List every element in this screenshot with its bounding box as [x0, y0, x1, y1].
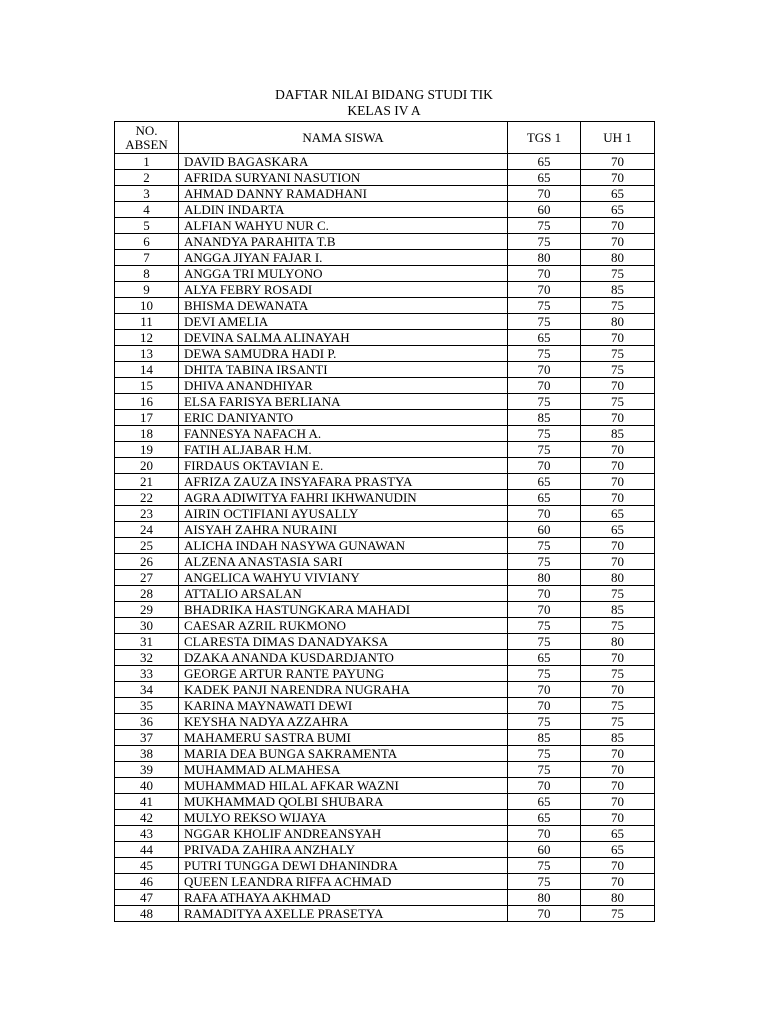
cell-uh1: 70 [581, 858, 655, 874]
cell-tgs1: 75 [508, 762, 581, 778]
cell-student-name: QUEEN LEANDRA RIFFA ACHMAD [179, 874, 508, 890]
cell-no-absen: 16 [115, 394, 179, 410]
table-row [115, 746, 655, 762]
table-row [115, 170, 655, 186]
cell-student-name: GEORGE ARTUR RANTE PAYUNG [179, 666, 508, 682]
cell-no-absen: 30 [115, 618, 179, 634]
cell-no-absen: 15 [115, 378, 179, 394]
cell-uh1: 70 [581, 378, 655, 394]
table-row [115, 586, 655, 602]
table-row [115, 874, 655, 890]
cell-uh1: 80 [581, 570, 655, 586]
table-row [115, 714, 655, 730]
cell-student-name: FATIH ALJABAR H.M. [179, 442, 508, 458]
header-row [115, 122, 655, 154]
cell-uh1: 80 [581, 250, 655, 266]
cell-student-name: ALDIN INDARTA [179, 202, 508, 218]
table-row [115, 618, 655, 634]
cell-no-absen: 12 [115, 330, 179, 346]
cell-tgs1: 70 [508, 282, 581, 298]
header-tgs1: TGS 1 [508, 122, 581, 154]
cell-no-absen: 24 [115, 522, 179, 538]
cell-tgs1: 70 [508, 602, 581, 618]
document-title: DAFTAR NILAI BIDANG STUDI TIK [275, 87, 493, 102]
cell-student-name: KEYSHA NADYA AZZAHRA [179, 714, 508, 730]
cell-no-absen: 29 [115, 602, 179, 618]
table-row [115, 186, 655, 202]
cell-uh1: 70 [581, 490, 655, 506]
cell-tgs1: 65 [508, 154, 581, 170]
cell-student-name: PRIVADA ZAHIRA ANZHALY [179, 842, 508, 858]
table-row [115, 490, 655, 506]
cell-student-name: KADEK PANJI NARENDRA NUGRAHA [179, 682, 508, 698]
cell-student-name: FIRDAUS OKTAVIAN E. [179, 458, 508, 474]
cell-tgs1: 75 [508, 858, 581, 874]
table-row [115, 378, 655, 394]
cell-no-absen: 44 [115, 842, 179, 858]
cell-uh1: 70 [581, 218, 655, 234]
cell-uh1: 75 [581, 586, 655, 602]
table-row [115, 154, 655, 170]
cell-no-absen: 33 [115, 666, 179, 682]
cell-tgs1: 65 [508, 330, 581, 346]
header-nama-siswa: NAMA SISWA [179, 122, 508, 154]
cell-no-absen: 14 [115, 362, 179, 378]
header-uh1: UH 1 [581, 122, 655, 154]
cell-student-name: ALYA FEBRY ROSADI [179, 282, 508, 298]
header-no-line2: ABSEN [125, 136, 168, 152]
table-row [115, 634, 655, 650]
table-row [115, 602, 655, 618]
cell-uh1: 70 [581, 794, 655, 810]
table-row [115, 778, 655, 794]
cell-uh1: 75 [581, 666, 655, 682]
cell-no-absen: 41 [115, 794, 179, 810]
table-row [115, 554, 655, 570]
cell-no-absen: 46 [115, 874, 179, 890]
cell-tgs1: 70 [508, 506, 581, 522]
cell-tgs1: 70 [508, 826, 581, 842]
cell-tgs1: 65 [508, 474, 581, 490]
cell-tgs1: 60 [508, 842, 581, 858]
table-row [115, 666, 655, 682]
table-row [115, 442, 655, 458]
cell-tgs1: 60 [508, 202, 581, 218]
cell-no-absen: 17 [115, 410, 179, 426]
cell-uh1: 70 [581, 458, 655, 474]
cell-uh1: 65 [581, 842, 655, 858]
cell-tgs1: 75 [508, 714, 581, 730]
cell-tgs1: 65 [508, 794, 581, 810]
cell-tgs1: 60 [508, 522, 581, 538]
cell-no-absen: 34 [115, 682, 179, 698]
cell-student-name: MUKHAMMAD QOLBI SHUBARA [179, 794, 508, 810]
cell-student-name: DEVINA SALMA ALINAYAH [179, 330, 508, 346]
cell-tgs1: 65 [508, 810, 581, 826]
cell-no-absen: 22 [115, 490, 179, 506]
table-row [115, 682, 655, 698]
table-row [115, 522, 655, 538]
table-row [115, 810, 655, 826]
cell-student-name: ANANDYA PARAHITA T.B [179, 234, 508, 250]
grades-table [114, 121, 655, 922]
cell-tgs1: 75 [508, 874, 581, 890]
table-row [115, 346, 655, 362]
cell-student-name: AFRIZA ZAUZA INSYAFARA PRASTYA [179, 474, 508, 490]
cell-no-absen: 28 [115, 586, 179, 602]
cell-no-absen: 11 [115, 314, 179, 330]
cell-uh1: 65 [581, 522, 655, 538]
cell-no-absen: 2 [115, 170, 179, 186]
cell-uh1: 65 [581, 186, 655, 202]
cell-no-absen: 25 [115, 538, 179, 554]
table-row [115, 858, 655, 874]
table-row [115, 538, 655, 554]
cell-uh1: 85 [581, 282, 655, 298]
cell-no-absen: 26 [115, 554, 179, 570]
cell-student-name: ANGGA JIYAN FAJAR I. [179, 250, 508, 266]
cell-no-absen: 45 [115, 858, 179, 874]
cell-uh1: 70 [581, 554, 655, 570]
cell-tgs1: 70 [508, 682, 581, 698]
table-row [115, 410, 655, 426]
cell-uh1: 80 [581, 890, 655, 906]
cell-no-absen: 47 [115, 890, 179, 906]
cell-student-name: BHADRIKA HASTUNGKARA MAHADI [179, 602, 508, 618]
cell-uh1: 70 [581, 874, 655, 890]
cell-student-name: AISYAH ZAHRA NURAINI [179, 522, 508, 538]
cell-tgs1: 75 [508, 394, 581, 410]
cell-uh1: 65 [581, 506, 655, 522]
cell-no-absen: 9 [115, 282, 179, 298]
table-row [115, 426, 655, 442]
cell-student-name: DEVI AMELIA [179, 314, 508, 330]
cell-uh1: 75 [581, 618, 655, 634]
cell-student-name: MUHAMMAD HILAL AFKAR WAZNI [179, 778, 508, 794]
cell-student-name: DZAKA ANANDA KUSDARDJANTO [179, 650, 508, 666]
cell-student-name: ANGELICA WAHYU VIVIANY [179, 570, 508, 586]
cell-student-name: BHISMA DEWANATA [179, 298, 508, 314]
cell-student-name: CAESAR AZRIL RUKMONO [179, 618, 508, 634]
cell-uh1: 70 [581, 474, 655, 490]
cell-no-absen: 39 [115, 762, 179, 778]
cell-no-absen: 21 [115, 474, 179, 490]
class-subtitle: KELAS IV A [347, 103, 421, 118]
cell-tgs1: 75 [508, 666, 581, 682]
table-row [115, 250, 655, 266]
table-row [115, 202, 655, 218]
cell-no-absen: 18 [115, 426, 179, 442]
cell-uh1: 75 [581, 346, 655, 362]
cell-student-name: KARINA MAYNAWATI DEWI [179, 698, 508, 714]
cell-uh1: 75 [581, 906, 655, 922]
cell-tgs1: 75 [508, 618, 581, 634]
cell-no-absen: 43 [115, 826, 179, 842]
table-row [115, 906, 655, 922]
cell-tgs1: 85 [508, 410, 581, 426]
cell-no-absen: 23 [115, 506, 179, 522]
cell-uh1: 70 [581, 810, 655, 826]
cell-no-absen: 36 [115, 714, 179, 730]
table-row [115, 330, 655, 346]
cell-tgs1: 80 [508, 570, 581, 586]
table-row [115, 570, 655, 586]
cell-tgs1: 70 [508, 906, 581, 922]
cell-student-name: RAMADITYA AXELLE PRASETYA [179, 906, 508, 922]
cell-tgs1: 75 [508, 218, 581, 234]
cell-tgs1: 75 [508, 634, 581, 650]
cell-student-name: FANNESYA NAFACH A. [179, 426, 508, 442]
cell-no-absen: 31 [115, 634, 179, 650]
cell-no-absen: 35 [115, 698, 179, 714]
cell-uh1: 70 [581, 650, 655, 666]
cell-uh1: 85 [581, 730, 655, 746]
cell-tgs1: 75 [508, 746, 581, 762]
cell-student-name: ALICHA INDAH NASYWA GUNAWAN [179, 538, 508, 554]
cell-uh1: 70 [581, 538, 655, 554]
cell-student-name: MUHAMMAD ALMAHESA [179, 762, 508, 778]
cell-no-absen: 37 [115, 730, 179, 746]
cell-uh1: 70 [581, 682, 655, 698]
cell-uh1: 70 [581, 410, 655, 426]
cell-uh1: 85 [581, 602, 655, 618]
table-row [115, 650, 655, 666]
table-row [115, 474, 655, 490]
cell-student-name: DEWA SAMUDRA HADI P. [179, 346, 508, 362]
table-row [115, 698, 655, 714]
table-row [115, 234, 655, 250]
cell-student-name: ATTALIO ARSALAN [179, 586, 508, 602]
cell-student-name: RAFA ATHAYA AKHMAD [179, 890, 508, 906]
cell-no-absen: 40 [115, 778, 179, 794]
cell-uh1: 75 [581, 362, 655, 378]
cell-tgs1: 75 [508, 314, 581, 330]
cell-student-name: AGRA ADIWITYA FAHRI IKHWANUDIN [179, 490, 508, 506]
cell-no-absen: 48 [115, 906, 179, 922]
cell-uh1: 70 [581, 746, 655, 762]
table-row [115, 394, 655, 410]
cell-student-name: NGGAR KHOLIF ANDREANSYAH [179, 826, 508, 842]
cell-no-absen: 13 [115, 346, 179, 362]
cell-tgs1: 70 [508, 378, 581, 394]
cell-uh1: 70 [581, 154, 655, 170]
table-row [115, 826, 655, 842]
cell-tgs1: 70 [508, 362, 581, 378]
cell-student-name: AFRIDA SURYANI NASUTION [179, 170, 508, 186]
table-row [115, 458, 655, 474]
cell-uh1: 65 [581, 826, 655, 842]
table-row [115, 762, 655, 778]
cell-no-absen: 1 [115, 154, 179, 170]
cell-tgs1: 70 [508, 458, 581, 474]
cell-student-name: DHIVA ANANDHIYAR [179, 378, 508, 394]
table-row [115, 506, 655, 522]
cell-uh1: 75 [581, 714, 655, 730]
table-row [115, 794, 655, 810]
cell-tgs1: 75 [508, 554, 581, 570]
cell-no-absen: 3 [115, 186, 179, 202]
cell-no-absen: 6 [115, 234, 179, 250]
cell-tgs1: 70 [508, 698, 581, 714]
cell-student-name: AHMAD DANNY RAMADHANI [179, 186, 508, 202]
cell-tgs1: 85 [508, 730, 581, 746]
table-row [115, 362, 655, 378]
cell-uh1: 70 [581, 234, 655, 250]
table-row [115, 890, 655, 906]
cell-uh1: 70 [581, 330, 655, 346]
cell-uh1: 75 [581, 298, 655, 314]
cell-tgs1: 70 [508, 186, 581, 202]
cell-student-name: DAVID BAGASKARA [179, 154, 508, 170]
cell-uh1: 80 [581, 634, 655, 650]
cell-uh1: 80 [581, 314, 655, 330]
cell-tgs1: 65 [508, 650, 581, 666]
table-body [115, 154, 655, 922]
cell-no-absen: 10 [115, 298, 179, 314]
table-row [115, 314, 655, 330]
cell-student-name: MULYO REKSO WIJAYA [179, 810, 508, 826]
table-row [115, 218, 655, 234]
table-row [115, 266, 655, 282]
header-no-line1: NO. [135, 122, 158, 138]
cell-tgs1: 70 [508, 266, 581, 282]
cell-tgs1: 80 [508, 890, 581, 906]
table-row [115, 842, 655, 858]
cell-no-absen: 5 [115, 218, 179, 234]
cell-no-absen: 38 [115, 746, 179, 762]
table-header [115, 122, 655, 154]
cell-student-name: MAHAMERU SASTRA BUMI [179, 730, 508, 746]
cell-uh1: 75 [581, 394, 655, 410]
cell-student-name: ERIC DANIYANTO [179, 410, 508, 426]
cell-tgs1: 75 [508, 346, 581, 362]
cell-uh1: 70 [581, 442, 655, 458]
cell-student-name: DHITA TABINA IRSANTI [179, 362, 508, 378]
cell-tgs1: 75 [508, 234, 581, 250]
cell-no-absen: 32 [115, 650, 179, 666]
cell-no-absen: 7 [115, 250, 179, 266]
cell-student-name: ELSA FARISYA BERLIANA [179, 394, 508, 410]
header-no-absen [115, 122, 179, 154]
cell-no-absen: 19 [115, 442, 179, 458]
table-row [115, 730, 655, 746]
cell-uh1: 70 [581, 170, 655, 186]
cell-student-name: ALFIAN WAHYU NUR C. [179, 218, 508, 234]
cell-uh1: 75 [581, 698, 655, 714]
table-row [115, 298, 655, 314]
cell-no-absen: 4 [115, 202, 179, 218]
cell-no-absen: 20 [115, 458, 179, 474]
cell-tgs1: 75 [508, 442, 581, 458]
cell-student-name: PUTRI TUNGGA DEWI DHANINDRA [179, 858, 508, 874]
cell-uh1: 65 [581, 202, 655, 218]
cell-no-absen: 42 [115, 810, 179, 826]
cell-student-name: AIRIN OCTIFIANI AYUSALLY [179, 506, 508, 522]
cell-uh1: 75 [581, 266, 655, 282]
cell-tgs1: 65 [508, 490, 581, 506]
cell-student-name: CLARESTA DIMAS DANADYAKSA [179, 634, 508, 650]
table-row [115, 282, 655, 298]
cell-uh1: 70 [581, 778, 655, 794]
cell-tgs1: 70 [508, 778, 581, 794]
cell-tgs1: 65 [508, 170, 581, 186]
cell-student-name: MARIA DEA BUNGA SAKRAMENTA [179, 746, 508, 762]
cell-tgs1: 75 [508, 426, 581, 442]
cell-tgs1: 70 [508, 586, 581, 602]
cell-student-name: ALZENA ANASTASIA SARI [179, 554, 508, 570]
cell-no-absen: 8 [115, 266, 179, 282]
cell-no-absen: 27 [115, 570, 179, 586]
cell-tgs1: 80 [508, 250, 581, 266]
cell-uh1: 70 [581, 762, 655, 778]
cell-tgs1: 75 [508, 538, 581, 554]
cell-uh1: 85 [581, 426, 655, 442]
cell-tgs1: 75 [508, 298, 581, 314]
cell-student-name: ANGGA TRI MULYONO [179, 266, 508, 282]
